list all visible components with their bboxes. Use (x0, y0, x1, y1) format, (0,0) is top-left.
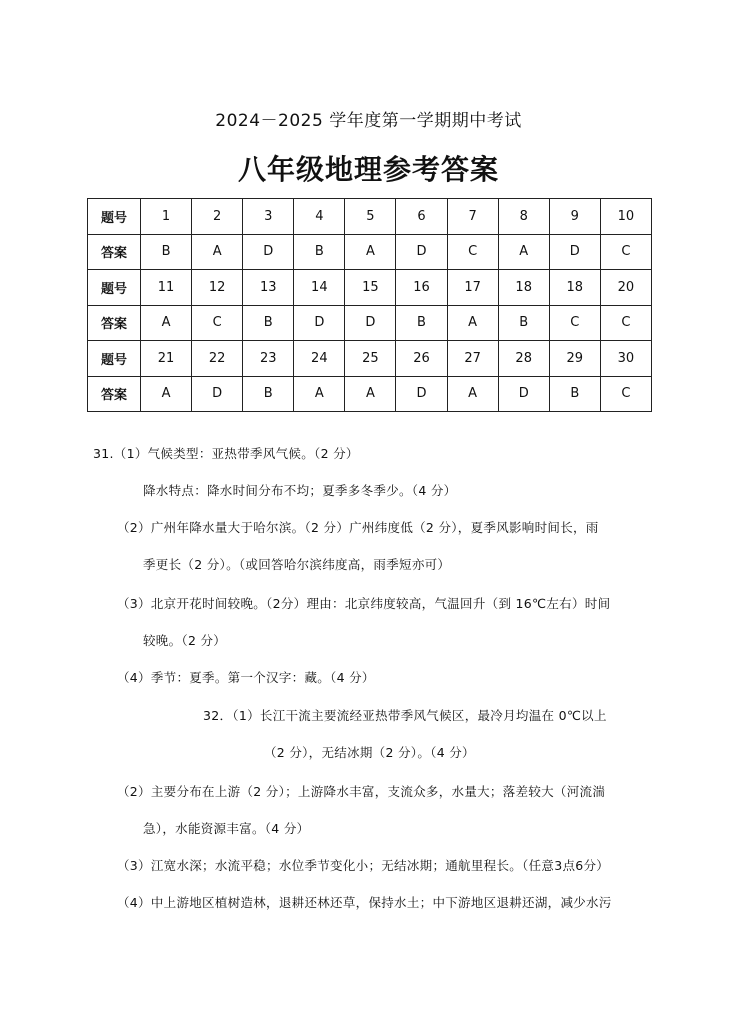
table-cell: B (141, 234, 192, 270)
table-cell: 15 (345, 270, 396, 306)
row-label: 题号 (88, 341, 141, 377)
answer-line: （3）江宽水深；水流平稳；水位季节变化小；无结冰期；通航里程长。（任意3点6分） (117, 858, 610, 873)
table-cell: 5 (345, 199, 396, 235)
answer-line: 较晚。（2 分） (143, 633, 227, 648)
table-row (88, 376, 652, 412)
answer-table (87, 198, 652, 412)
table-cell: 16 (396, 270, 447, 306)
table-cell: 26 (396, 341, 447, 377)
table-cell: 21 (141, 341, 192, 377)
exam-title: 2024－2025 学年度第一学期期中考试 (215, 111, 522, 131)
table-cell: 18 (498, 270, 549, 306)
table-row (88, 234, 652, 270)
table-row (88, 270, 652, 306)
row-label: 题号 (88, 270, 141, 306)
table-cell: B (243, 376, 294, 412)
answer-line: （2）主要分布在上游（2 分）；上游降水丰富，支流众多，水量大；落差较大（河流湍 (117, 784, 606, 799)
table-cell: D (498, 376, 549, 412)
table-row (88, 341, 652, 377)
table-cell: C (600, 305, 651, 341)
table-cell: 28 (498, 341, 549, 377)
answer-line: （4）季节：夏季。第一个汉字：藏。（4 分） (117, 670, 375, 685)
table-cell: 7 (447, 199, 498, 235)
row-label: 答案 (88, 376, 141, 412)
table-cell: A (345, 234, 396, 270)
table-cell: A (447, 305, 498, 341)
table-cell: 3 (243, 199, 294, 235)
table-cell: A (447, 376, 498, 412)
table-cell: 27 (447, 341, 498, 377)
row-label: 答案 (88, 234, 141, 270)
table-cell: D (396, 376, 447, 412)
answer-line: （2）广州年降水量大于哈尔滨。（2 分）广州纬度低（2 分），夏季风影响时间长，雨 (117, 520, 599, 535)
table-cell: D (549, 234, 600, 270)
table-cell: A (192, 234, 243, 270)
table-cell: 11 (141, 270, 192, 306)
table-row (88, 199, 652, 235)
table-cell: 30 (600, 341, 651, 377)
answer-line: 急），水能资源丰富。（4 分） (143, 821, 310, 836)
table-cell: B (549, 376, 600, 412)
table-cell: 9 (549, 199, 600, 235)
table-cell: 6 (396, 199, 447, 235)
table-cell: A (294, 376, 345, 412)
table-cell: D (345, 305, 396, 341)
table-cell: 4 (294, 199, 345, 235)
table-cell: D (192, 376, 243, 412)
table-cell: A (498, 234, 549, 270)
table-cell: 20 (600, 270, 651, 306)
table-cell: 25 (345, 341, 396, 377)
table-cell: C (549, 305, 600, 341)
row-label: 答案 (88, 305, 141, 341)
table-cell: B (498, 305, 549, 341)
table-cell: 1 (141, 199, 192, 235)
table-cell: A (141, 305, 192, 341)
table-cell: 14 (294, 270, 345, 306)
table-cell: 29 (549, 341, 600, 377)
table-cell: 2 (192, 199, 243, 235)
table-cell: D (294, 305, 345, 341)
table-cell: 8 (498, 199, 549, 235)
table-cell: C (600, 234, 651, 270)
answer-line: （2 分），无结冰期（2 分）。（4 分） (264, 745, 475, 760)
table-cell: 24 (294, 341, 345, 377)
answer-line: （4）中上游地区植树造林，退耕还林还草，保持水土；中下游地区退耕还湖，减少水污 (117, 895, 612, 910)
answer-line: （3）北京开花时间较晚。（2分）理由：北京纬度较高，气温回升（到 16℃左右）时间 (117, 596, 611, 611)
answer-line: 32．（1）长江干流主要流经亚热带季风气候区，最冷月均温在 0℃以上 (203, 708, 607, 723)
answer-line: 季更长（2 分）。（或回答哈尔滨纬度高，雨季短亦可） (143, 557, 451, 572)
table-cell: 18 (549, 270, 600, 306)
table-cell: 10 (600, 199, 651, 235)
table-cell: B (396, 305, 447, 341)
page-title: 八年级地理参考答案 (237, 153, 499, 186)
table-cell: 17 (447, 270, 498, 306)
table-cell: B (243, 305, 294, 341)
answer-line: 降水特点：降水时间分布不均；夏季多冬季少。（4 分） (143, 483, 457, 498)
table-row (88, 305, 652, 341)
table-cell: B (294, 234, 345, 270)
table-cell: C (447, 234, 498, 270)
table-cell: C (600, 376, 651, 412)
table-cell: A (345, 376, 396, 412)
table-cell: 12 (192, 270, 243, 306)
table-cell: 13 (243, 270, 294, 306)
table-cell: A (141, 376, 192, 412)
row-label: 题号 (88, 199, 141, 235)
table-cell: C (192, 305, 243, 341)
table-cell: 22 (192, 341, 243, 377)
answer-line: 31.（1）气候类型：亚热带季风气候。（2 分） (93, 446, 359, 461)
table-cell: D (243, 234, 294, 270)
table-cell: D (396, 234, 447, 270)
table-cell: 23 (243, 341, 294, 377)
